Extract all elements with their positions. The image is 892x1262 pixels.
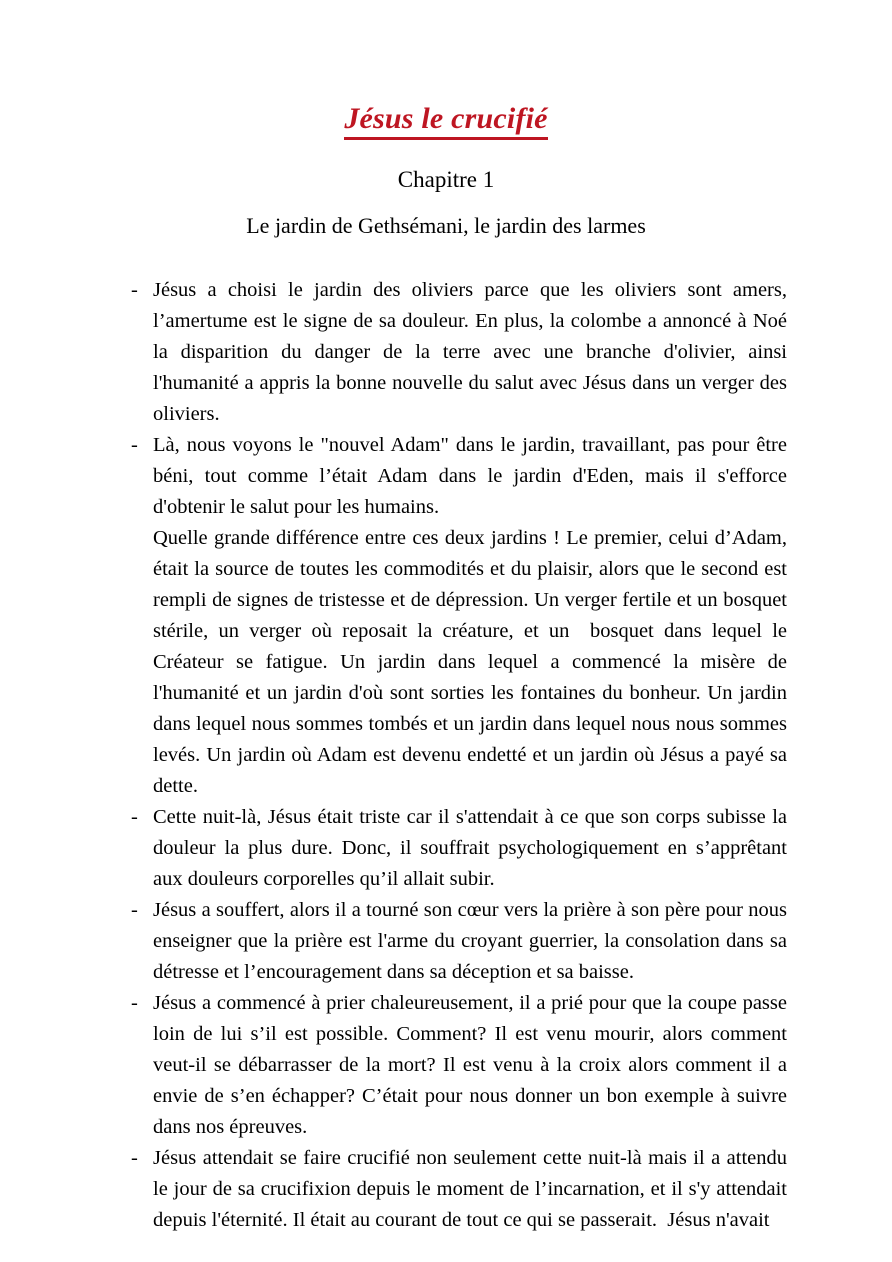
page-title-underlined-text: Jésus le crucifié [344, 104, 547, 140]
list-item [105, 895, 793, 988]
page-title [105, 0, 787, 140]
chapter-heading: Chapitre 1 [397, 167, 495, 192]
list-item-text: Là, nous voyons le "nouvel Adam" dans le jardin, travaillant, pas pour être béni, tout comme l’était Adam dans le jardin d'Eden, mais il s'efforce d'obtenir le salut pour les humains. [153, 434, 793, 519]
section-subtitle: Le jardin de Gethsémani, le jardin des larmes [246, 212, 646, 238]
list-item [105, 275, 793, 430]
body-bullet-list [105, 239, 793, 1236]
list-item [105, 802, 793, 895]
list-item-text: Jésus attendait se faire crucifié non seulement cette nuit-là mais il a attendu le jour de sa crucifixion depuis le moment de l’incarnation, et il s'y attendait depuis l'éternité. Il était au courant de tout ce qui se passerait. Jésus n'avait [153, 1147, 793, 1232]
list-item-text: Cette nuit-là, Jésus était triste car il s'attendait à ce que son corps subisse la douleur la plus dure. Donc, il souffrait psychologiquement en s’apprêtant aux douleurs corporelles qu’il allait subir. [153, 806, 793, 891]
list-item-text: Jésus a souffert, alors il a tourné son cœur vers la prière à son père pour nous enseigner que la prière est l'arme du croyant guerrier, la consolation dans sa détresse et l’encouragement dans sa déception et sa baisse. [153, 899, 793, 984]
list-item [105, 1143, 793, 1236]
bullet-dash-marker: - [131, 1147, 138, 1170]
bullet-dash-marker: - [131, 434, 138, 457]
list-item-text: Jésus a commencé à prier chaleureusement, il a prié pour que la coupe passe loin de lui s’il est possible. Comment? Il est venu mourir, alors comment veut-il se débarrasser de la mort? Il est venu à la croix alors comment il a envie de s’en échapper? C’était pour nous donner un bon exemple à suivre dans nos épreuves. [153, 992, 793, 1139]
bullet-dash-marker: - [131, 899, 138, 922]
document-content [105, 0, 793, 1236]
list-item-text: Jésus a choisi le jardin des oliviers parce que les oliviers sont amers, l’amertume est le signe de sa douleur. En plus, la colombe a annoncé à Noé la disparition du danger de la terre avec une branche d'olivier, ainsi l'humanité a appris la bonne nouvelle du salut avec Jésus dans un verger des oliviers. [153, 279, 793, 426]
bullet-dash-marker: - [131, 279, 138, 302]
bullet-dash-marker: - [131, 992, 138, 1015]
list-item-continuation-paragraph: Quelle grande différence entre ces deux jardins ! Le premier, celui d’Adam, était la source de toutes les commodités et du plaisir, alors que le second est rempli de signes de tristesse et de dépression. Un verger fertile et un bosquet stérile, un verger où reposait la créature, et un bosquet dans lequel le Créateur se fatigue. Un jardin dans lequel a commencé la misère de l'humanité et un jardin d'où sont sorties les fontaines du bonheur. Un jardin dans lequel nous sommes tombés et un jardin dans lequel nous nous sommes levés. Un jardin où Adam est devenu endetté et un jardin où Jésus a payé sa dette. [153, 527, 793, 798]
list-item [105, 988, 793, 1143]
list-item [105, 430, 793, 802]
bullet-dash-marker: - [131, 806, 138, 829]
